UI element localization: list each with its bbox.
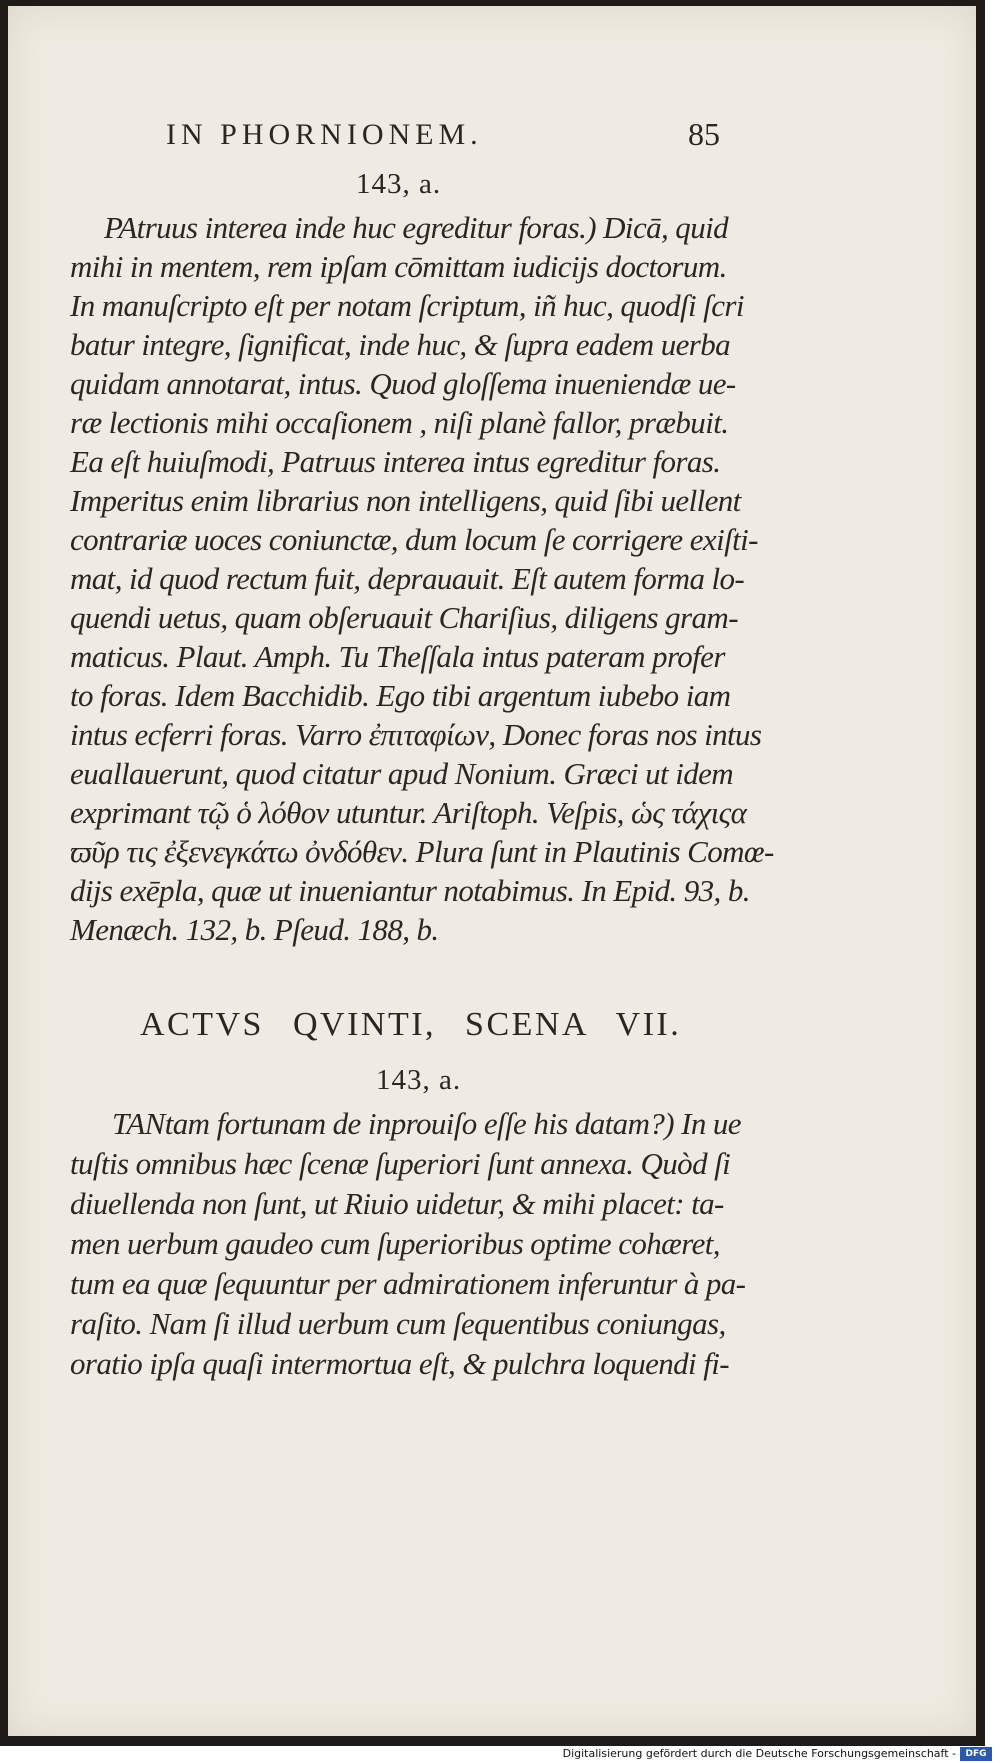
running-head: IN PHORNIONEM. [166,118,483,151]
text-line: TANtam fortunam de inprouiſo eſſe his datam?) In ue [112,1106,741,1141]
text-line: In manuſcripto eſt per notam ſcriptum, iñ huc, quodſi ſcri [70,288,744,323]
text-line: tuſtis omnibus hæc ſcenæ ſuperiori ſunt annexa. Quòd ſi [70,1146,731,1181]
dfg-logo: DFG [960,1747,992,1761]
text-line: raſito. Nam ſi illud uerbum cum ſequentibus coniungas, [70,1306,726,1341]
text-line: ϖῦρ τις ἐξενεγκάτω ὀνδόθεν. Plura ſunt in Plautinis Comœ- [70,834,774,869]
text-line: batur integre, ſignificat, inde huc, & ſupra eadem uerba [70,327,731,362]
text-line: tum ea quæ ſequuntur per admirationem inferuntur à pa- [70,1266,746,1301]
text-line: contrariæ uoces coniunctæ, dum locum ſe corrigere exiſti- [70,522,758,557]
text-line: euallauerunt, quod citatur apud Nonium. Græci ut idem [70,756,734,791]
text-line: Ea eſt huiuſmodi, Patruus interea intus egreditur foras. [70,444,721,479]
text-line: exprimant τῷ ὁ λόθον utuntur. Ariſtoph. Veſpis, ὡς τάχιςα [70,795,747,830]
text-line: men uerbum gaudeo cum ſuperioribus optime cohæret, [70,1226,720,1261]
section-reference: 143, a. [376,1064,462,1096]
text-line: to foras. Idem Bacchidib. Ego tibi argentum iubebo iam [70,678,731,713]
text-line: quendi uetus, quam obſeruauit Chariſius, diligens gram- [70,600,738,635]
book-page [8,6,976,1736]
text-line: mat, id quod rectum fuit, deprauauit. Eſt autem forma lo- [70,561,745,596]
text-line: ræ lectionis mihi occaſionem , niſi planè fallor, præbuit. [70,405,729,440]
text-line: quidam annotarat, intus. Quod gloſſema inueniendæ ue- [70,366,736,401]
digitization-credit: Digitalisierung gefördert durch die Deutsche Forschungsgemeinschaft - [562,1747,956,1760]
text-line: Imperitus enim librarius non intelligens, quid ſibi uellent [70,483,741,518]
text-line: PAtruus interea inde huc egreditur foras.) Dicā, quid [104,210,729,245]
page-number: 85 [688,116,720,152]
text-line: mihi in mentem, rem ipſam cōmittam iudicijs doctorum. [70,249,727,284]
text-line: intus ecferri foras. Varro ἐπιταφίων, Donec foras nos intus [70,717,762,752]
text-line: dijs exēpla, quæ ut inueniantur notabimus. In Epid. 93, b. [70,873,750,908]
text-line: Menæch. 132, b. Pſeud. 188, b. [70,912,439,947]
text-line: oratio ipſa quaſi intermortua eſt, & pulchra loquendi fi- [70,1346,729,1381]
section-reference: 143, a. [356,168,442,200]
act-scene-heading: ACTVS QVINTI, SCENA VII. [140,1006,682,1043]
text-line: diuellenda non ſunt, ut Riuio uidetur, & mihi placet: ta- [70,1186,724,1221]
text-line: maticus. Plaut. Amph. Tu Theſſala intus pateram profer [70,639,725,674]
